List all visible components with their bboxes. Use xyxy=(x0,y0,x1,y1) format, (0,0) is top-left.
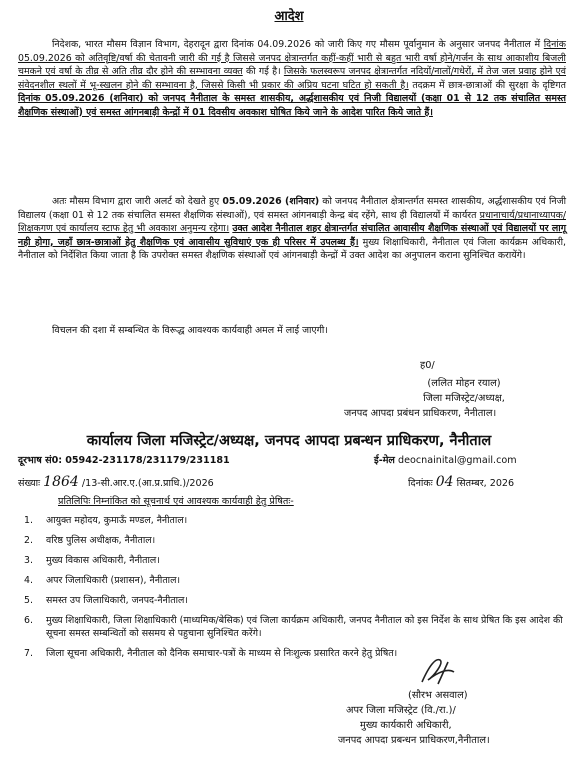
signature2-designation: अपर जिला मजिस्ट्रेट (वि./रा.)/ xyxy=(346,705,456,716)
email-row xyxy=(374,453,517,466)
p2-staff-leave: प्रधानाचार्य/प्रधानाध्यापक/शिक्षकगण एवं कार्यालय स्टाफ हेतु भी अवकाश अनुमन्य रहेगा। xyxy=(18,209,566,234)
recipient-number: 1. xyxy=(24,515,33,526)
recipient-text: समस्त उप जिलाधिकारी, जनपद-नैनीताल। xyxy=(46,595,188,606)
p1-holiday-order: दिनांक 05.09.2026 (शनिवार) को जनपद नैनीताल के समस्त शासकीय, अर्द्धशासकीय एवं निजी विद्यालयों (कक्षा 01 से 12 तक संचालित समस्त शैक्षणिक संस्थाओं) एवं समस्त आंगनबाड़ी केन्द्रों में 01 दिवसीय अवकाश घोषित किये जाने के आदेश पारित किये जाते हैं। xyxy=(18,93,566,118)
p1-risk: जिसके फलस्वरूप जनपद क्षेत्रान्तर्गत नदियों/नालों/गधेरों, में तेज जल प्रवाह होने एवं संवेदनशील स्थलों में भू-स्खलन होने की सम्भावना है, जिससे किसी भी प्रकार की अप्रिय घटना घटित हो सकती है। xyxy=(18,66,567,91)
p2-closure: को जनपद नैनीताल क्षेत्रान्तर्गत समस्त शासकीय, अर्द्धशासकीय एवं निजी विद्यालय (कक्षा 01 से 12 तक संचालित समस्त शैक्षणिक संस्थाओं), एवं समस्त आंगनबाड़ी केन्द्र बंद रहेंगे, साथ ही विद्यालयों में कार्यरत xyxy=(18,196,567,221)
p2-date: 05.09.2026 (शनिवार) xyxy=(222,196,320,207)
reference-row xyxy=(18,474,214,490)
p1-mid: की गई है। xyxy=(242,66,284,77)
signature1-authority: जनपद आपदा प्रबंधन प्राधिकरण, नैनीताल। xyxy=(344,408,497,419)
signature2-role: मुख्य कार्यकारी अधिकारी, xyxy=(360,720,452,731)
signature1-designation: जिला मजिस्ट्रेट/अध्यक्ष, xyxy=(423,393,505,404)
signature-scribble-icon xyxy=(418,654,458,688)
recipient-item xyxy=(24,647,564,660)
recipient-list xyxy=(24,514,564,667)
date-rest: सितम्बर, 2026 xyxy=(456,478,515,489)
order-title: आदेश xyxy=(274,9,304,24)
p2-exemption: उक्त आदेश नैनीताल शहर क्षेत्रान्तर्गत संचालित आवासीय शैक्षणिक संस्थाओं एवं विद्यालयों पर लागू नही होगा, जहाँ छात्र-छात्राओं हेतु शैक्षणिक एवं आवासीय सुविधाएं एक ही परिसर में उपलब्ध हैं। xyxy=(18,223,566,248)
recipient-text: मुख्य शिक्षाधिकारी, जिला शिक्षाधिकारी (माध्यमिक/बेसिक) एवं जिला कार्यक्रम अधिकारी, जनपद नैनीताल को इस निर्देश के साथ प्रेषित कि इस आदेश की सूचना समस्त सम्बन्धितों को ससमय से पहुचाना सुनिश्चित करेंगे। xyxy=(46,615,563,639)
recipient-number: 4. xyxy=(24,575,33,586)
recipient-number: 5. xyxy=(24,595,33,606)
order-paragraph-3: विचलन की दशा में सम्बन्धित के विरूद्ध आवश्यक कार्यवाही अमल में लाई जाएगी। xyxy=(52,325,328,336)
recipient-item xyxy=(24,514,564,527)
phone-row xyxy=(18,453,230,466)
reference-label: संख्याः xyxy=(18,478,41,489)
date-row xyxy=(408,474,514,490)
recipient-text: अपर जिलाधिकारी (प्रशासन), नैनीताल। xyxy=(46,575,181,586)
recipient-number: 2. xyxy=(24,535,33,546)
phone-value: 05942-231178/231179/231181 xyxy=(65,455,230,466)
recipient-item xyxy=(24,614,564,640)
signature1-ho: ह0/ xyxy=(420,360,435,371)
order-paragraph-2 xyxy=(18,195,566,263)
recipient-item xyxy=(24,534,564,547)
copy-to-heading: प्रतिलिपिः निम्नांकित को सूचनार्थ एवं आवश्यक कार्यवाही हेतु प्रेषितः- xyxy=(58,496,294,507)
recipient-item xyxy=(24,574,564,587)
recipient-item xyxy=(24,554,564,567)
recipient-number: 3. xyxy=(24,555,33,566)
order-paragraph-1 xyxy=(18,38,566,119)
p1-intro: निदेशक, भारत मौसम विज्ञान विभाग, देहरादून द्वारा दिनांक 04.09.2026 को जारी किए गए मौसम पूर्वानुमान के अनुसार जनपद नैनीताल में xyxy=(52,39,544,50)
signature1-block xyxy=(364,376,564,406)
recipient-text: आयुक्त महोदय, कुमाऊँ मण्डल, नैनीताल। xyxy=(46,515,188,526)
reference-number: 1864 xyxy=(43,474,79,490)
phone-label: दूरभाष सं0: xyxy=(18,455,63,466)
recipient-item xyxy=(24,594,564,607)
signature2-block xyxy=(346,688,546,733)
recipient-number: 7. xyxy=(24,648,33,659)
p1-forecast: दिनांक 05.09.2026 को अतिवृष्टि/वर्षा की चेतावनी जारी की गई है जिससे जनपद क्षेत्रान्तर्गत कहीं-कहीं भारी से बहुत भारी वर्षा होने/गर्जन के साथ आकाशीय बिजली चमकने एवं वर्षा के तीव्र से अति तीव्र दौर होने की सम्भावना व्यक्त xyxy=(18,39,566,77)
email-label: ई-मेल xyxy=(374,455,395,466)
date-label: दिनांकः xyxy=(408,478,433,489)
recipient-text: वरिष्ठ पुलिस अधीक्षक, नैनीताल। xyxy=(46,535,156,546)
office-header: कार्यालय जिला मजिस्ट्रेट/अध्यक्ष, जनपद आपदा प्रबन्धन प्राधिकरण, नैनीताल xyxy=(86,433,492,449)
email-value: deocnainital@gmail.com xyxy=(398,455,517,466)
date-day: 04 xyxy=(435,474,454,490)
p1-safety: तदक्रम में छात्र-छात्राओं की सुरक्षा के दृष्टिगत xyxy=(408,79,567,91)
p2-compliance: मुख्य शिक्षाधिकारी, नैनीताल एवं जिला कार्यक्रम अधिकारी, नैनीताल को निर्देशित किया जाता है कि उपरोक्त समस्त शैक्षणिक संस्थाओं एवं आंगनबाड़ी केन्द्रों में उक्त आदेश का अनुपालन कराना सुनिश्चित करायेंगे। xyxy=(18,236,566,261)
signature1-name: (ललित मोहन रयाल) xyxy=(427,378,501,389)
p2-intro: अतः मौसम विभाग द्वारा जारी अलर्ट को देखते हुए xyxy=(52,196,223,207)
reference-code: /13-सी.आर.ए.(आ.प्र.प्राधि.)/2026 xyxy=(81,478,214,489)
recipient-number: 6. xyxy=(24,615,33,626)
recipient-text: जिला सूचना अधिकारी, नैनीताल को दैनिक समाचार-पत्रों के माध्यम से निःशुल्क प्रसारित करने हेतु प्रेषित। xyxy=(46,648,398,659)
signature2-authority: जनपद आपदा प्रबन्धन प्राधिकरण,नैनीताल। xyxy=(338,735,490,746)
recipient-text: मुख्य विकास अधिकारी, नैनीताल। xyxy=(46,555,160,566)
signature2-name: (सौरभ असवाल) xyxy=(408,690,468,701)
